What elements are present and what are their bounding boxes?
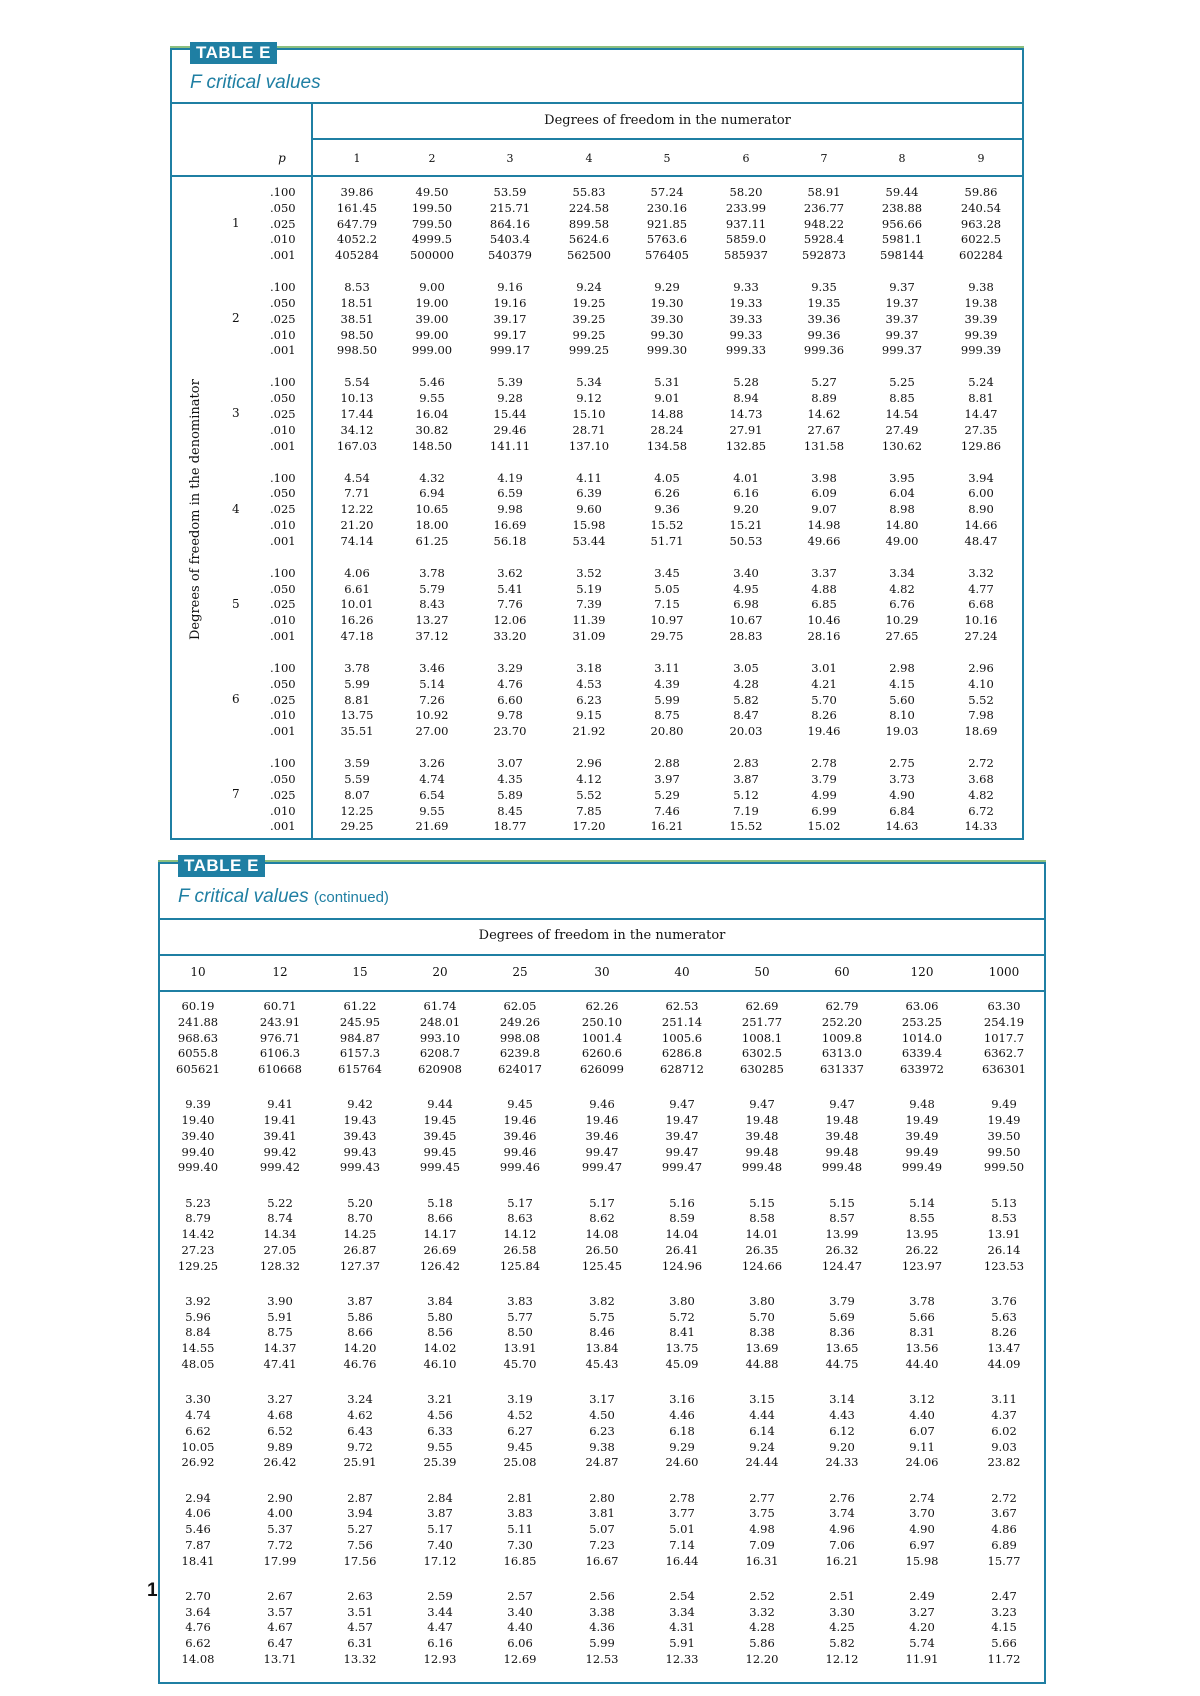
table2-cell-stack: 5.18 8.66 14.17 26.69 126.42 [419,1195,461,1273]
table2-cell-stack: 2.47 3.23 4.15 5.66 11.72 [987,1588,1021,1666]
table1-cell-stack: 5.27 8.89 14.62 27.67 131.58 [803,375,845,453]
table1-cell-stack: 59.86 240.54 963.28 6022.5 602284 [959,185,1003,263]
table2-cell-stack: 2.51 3.30 4.25 5.82 12.12 [825,1588,859,1666]
table2-cell-stack: 3.82 5.75 8.46 13.84 45.43 [585,1293,619,1372]
table2-cell-stack: 62.79 252.20 1009.8 6313.0 631337 [820,999,864,1077]
table1-cell-stack: 9.16 19.16 39.17 99.17 999.17 [489,280,531,358]
table1-cell-stack: 4.32 6.94 10.65 18.00 61.25 [415,470,449,548]
table1-cell-stack: 55.83 224.58 899.58 5624.6 562500 [567,185,611,263]
table1-cell-stack: 3.05 4.28 5.82 8.47 20.03 [729,661,763,739]
table2-rule-header [158,954,1046,956]
table1-cell-stack: 9.35 19.35 39.36 99.36 999.36 [803,280,845,358]
table1-cell-stack: 57.24 230.16 921.85 5763.6 576405 [645,185,689,263]
table1-cell-stack: 8.53 18.51 38.51 98.50 998.50 [336,280,378,358]
table1-col-header: 5 [663,152,671,165]
table2-subtitle-suffix: (continued) [313,889,389,906]
table2-cell-stack: 3.90 5.91 8.75 14.37 47.41 [263,1293,297,1372]
table1-col-header: 8 [898,152,906,165]
table1-badge: TABLE E [190,42,277,64]
table1-cell-stack: 4.19 6.59 9.98 16.69 56.18 [493,470,527,548]
table1-cell-stack: 3.52 5.19 7.39 11.39 31.09 [572,565,606,643]
table1-rule-colhead [170,175,1024,177]
table1-cell-stack: 3.37 4.88 6.85 10.46 28.16 [807,565,841,643]
table1-cell-stack: 4.01 6.16 9.20 15.21 50.53 [729,470,763,548]
table2-cell-stack: 2.77 3.75 4.98 7.09 16.31 [745,1490,779,1568]
table2-cell-stack: 2.74 3.70 4.90 6.97 15.98 [905,1490,939,1568]
table1-p-levels: .100 .050 .025 .010 .001 [270,375,296,453]
table2-col-header: 120 [910,965,934,979]
table1-cell-stack: 3.78 5.79 8.43 13.27 37.12 [415,565,449,643]
table2-cell-stack: 5.13 8.53 13.91 26.14 123.53 [983,1195,1025,1273]
table1-cell-stack: 3.78 5.99 8.81 13.75 35.51 [340,661,374,739]
table2-col-header: 20 [432,965,448,979]
table1-cell-stack: 3.29 4.76 6.60 9.78 23.70 [493,661,527,739]
table1-cell-stack: 2.75 3.73 4.90 6.84 14.63 [885,756,919,834]
table1-cell-stack: 2.96 4.12 5.52 7.85 17.20 [572,756,606,834]
table1-col-header: 2 [428,152,436,165]
table2-cell-stack: 3.80 5.70 8.38 13.69 44.88 [745,1293,779,1372]
table2-cell-stack: 5.15 8.57 13.99 26.32 124.47 [821,1195,863,1273]
table2-cell-stack: 2.63 3.51 4.57 6.31 13.32 [343,1588,377,1666]
table1-cell-stack: 3.34 4.82 6.76 10.29 27.65 [885,565,919,643]
table2-cell-stack: 2.72 3.67 4.86 6.89 15.77 [987,1490,1021,1568]
table2-cell-stack: 3.78 5.66 8.31 13.56 44.40 [905,1293,939,1372]
table1-cell-stack: 5.25 8.85 14.54 27.49 130.62 [881,375,923,453]
table1-subtitle: F critical values [190,72,321,93]
table2-col-header: 25 [512,965,528,979]
table2-cell-stack: 3.19 4.52 6.27 9.45 25.08 [503,1392,537,1470]
table1-cell-stack: 39.86 161.45 647.79 4052.2 405284 [335,185,379,263]
table1-cell-stack: 3.95 6.04 8.98 14.80 49.00 [885,470,919,548]
table1-p-levels: .100 .050 .025 .010 .001 [270,470,296,548]
table1-cell-stack: 5.34 9.12 15.10 28.71 137.10 [568,375,610,453]
table1-rule-left [311,102,313,840]
table1-cell-stack: 3.32 4.77 6.68 10.16 27.24 [964,565,998,643]
table1-rule-top [170,102,1024,104]
table1-cell-stack: 3.45 5.05 7.15 10.97 29.75 [650,565,684,643]
table2-cell-stack: 9.47 19.48 39.48 99.48 999.48 [821,1097,863,1175]
table2-cell-stack: 9.48 19.49 39.49 99.49 999.49 [901,1097,943,1175]
table1-p-levels: .100 .050 .025 .010 .001 [270,756,296,834]
table1-df-label: 5 [232,596,240,611]
table2-cell-stack: 3.15 4.44 6.14 9.24 24.44 [745,1392,779,1470]
table2-cell-stack: 2.52 3.32 4.28 5.86 12.20 [745,1588,779,1666]
table2-cell-stack: 3.83 5.77 8.50 13.91 45.70 [503,1293,537,1372]
table2-cell-stack: 5.17 8.63 14.12 26.58 125.84 [499,1195,541,1273]
table2-cell-stack: 5.16 8.59 14.04 26.41 124.96 [661,1195,703,1273]
table2-cell-stack: 3.87 5.86 8.66 14.20 46.76 [343,1293,377,1372]
table1-cell-stack: 3.98 6.09 9.07 14.98 49.66 [807,470,841,548]
table1-cell-stack: 9.00 19.00 39.00 99.00 999.00 [411,280,453,358]
table1-cell-stack: 3.01 4.21 5.70 8.26 19.46 [807,661,841,739]
table2-cell-stack: 2.54 3.34 4.31 5.91 12.33 [665,1588,699,1666]
table1-col-header: 7 [820,152,828,165]
table1-cell-stack: 9.33 19.33 39.33 99.33 999.33 [725,280,767,358]
table1-cell-stack: 5.28 8.94 14.73 27.91 132.85 [725,375,767,453]
table2-cell-stack: 63.06 253.25 1014.0 6339.4 633972 [900,999,944,1077]
table1-cell-stack: 5.54 10.13 17.44 34.12 167.03 [336,375,378,453]
table1-p-levels: .100 .050 .025 .010 .001 [270,565,296,643]
table1-cell-stack: 3.94 6.00 8.90 14.66 48.47 [964,470,998,548]
table1-cell-stack: 53.59 215.71 864.16 5403.4 540379 [488,185,532,263]
table1-p-header: p [278,151,286,165]
table1-df-label: 2 [232,311,240,326]
table1-cell-stack: 3.07 4.35 5.89 8.45 18.77 [493,756,527,834]
table2-cell-stack: 3.84 5.80 8.56 14.02 46.10 [423,1293,457,1372]
table2-cell-stack: 3.17 4.50 6.23 9.38 24.87 [585,1392,619,1470]
table2-cell-stack: 5.23 8.79 14.42 27.23 129.25 [177,1195,219,1273]
table1-p-levels: .100 .050 .025 .010 .001 [270,280,296,358]
table2-cell-stack: 5.17 8.62 14.08 26.50 125.45 [581,1195,623,1273]
table2-col-header: 30 [594,965,610,979]
table2-cell-stack: 2.67 3.57 4.67 6.47 13.71 [263,1588,297,1666]
table1-cell-stack: 3.46 5.14 7.26 10.92 27.00 [415,661,449,739]
table1-p-levels: .100 .050 .025 .010 .001 [270,185,296,263]
table2-cell-stack: 3.24 4.62 6.43 9.72 25.91 [343,1392,377,1470]
table2-cell-stack: 3.21 4.56 6.33 9.55 25.39 [423,1392,457,1470]
table2-cell-stack: 9.41 19.41 39.41 99.42 999.42 [259,1097,301,1175]
table1-cell-stack: 58.91 236.77 948.22 5928.4 592873 [802,185,846,263]
table2-cell-stack: 63.30 254.19 1017.7 6362.7 636301 [982,999,1026,1077]
table2-cell-stack: 62.05 249.26 998.08 6239.8 624017 [498,999,542,1077]
table2-cell-stack: 61.22 245.95 984.87 6157.3 615764 [338,999,382,1077]
table2-col-header: 60 [834,965,850,979]
table1-cell-stack: 2.96 4.10 5.52 7.98 18.69 [964,661,998,739]
table2-cell-stack: 9.45 19.46 39.46 99.46 999.46 [499,1097,541,1175]
table1-denominator-label: Degrees of freedom in the denominator [188,379,203,640]
table2-cell-stack: 61.74 248.01 993.10 6208.7 620908 [418,999,462,1077]
table2-cell-stack: 2.84 3.87 5.17 7.40 17.12 [423,1490,457,1568]
table2-cell-stack: 2.90 4.00 5.37 7.72 17.99 [263,1490,297,1568]
table2-cell-stack: 3.92 5.96 8.84 14.55 48.05 [181,1293,215,1372]
table2-cell-stack: 2.80 3.81 5.07 7.23 16.67 [585,1490,619,1568]
table2-cell-stack: 2.87 3.94 5.27 7.56 17.56 [343,1490,377,1568]
table1-numerator-header: Degrees of freedom in the numerator [544,113,791,128]
table2-cell-stack: 2.78 3.77 5.01 7.14 16.44 [665,1490,699,1568]
table2-cell-stack: 3.30 4.74 6.62 10.05 26.92 [181,1392,215,1470]
table1-cell-stack: 4.06 6.61 10.01 16.26 47.18 [340,565,374,643]
table2-cell-stack: 5.14 8.55 13.95 26.22 123.97 [901,1195,943,1273]
table1-cell-stack: 3.59 5.59 8.07 12.25 29.25 [340,756,374,834]
table1-cell-stack: 58.20 233.99 937.11 5859.0 585937 [724,185,768,263]
table2-cell-stack: 2.76 3.74 4.96 7.06 16.21 [825,1490,859,1568]
table1-col-header: 9 [977,152,985,165]
table2-cell-stack: 2.59 3.44 4.47 6.16 12.93 [423,1588,457,1666]
table2-cell-stack: 62.69 251.77 1008.1 6302.5 630285 [740,999,784,1077]
table2-cell-stack: 3.79 5.69 8.36 13.65 44.75 [825,1293,859,1372]
table2-rule-top [158,918,1046,920]
table1-col-header: 4 [585,152,593,165]
table2-subtitle [178,886,389,908]
table2-col-header: 12 [272,965,288,979]
table1-df-label: 7 [232,787,240,802]
table1-cell-stack: 59.44 238.88 956.66 5981.1 598144 [880,185,924,263]
table1-cell-stack: 4.05 6.26 9.36 15.52 51.71 [650,470,684,548]
table2-cell-stack: 2.70 3.64 4.76 6.62 14.08 [181,1588,215,1666]
table2-cell-stack: 2.81 3.83 5.11 7.30 16.85 [503,1490,537,1568]
table1-cell-stack: 3.18 4.53 6.23 9.15 21.92 [572,661,606,739]
table1-cell-stack: 4.11 6.39 9.60 15.98 53.44 [572,470,606,548]
table2-cell-stack: 3.76 5.63 8.26 13.47 44.09 [987,1293,1021,1372]
table1-cell-stack: 5.31 9.01 14.88 28.24 134.58 [646,375,688,453]
table2-col-header: 50 [754,965,770,979]
table2-cell-stack: 2.49 3.27 4.20 5.74 11.91 [905,1588,939,1666]
table2-cell-stack: 3.12 4.40 6.07 9.11 24.06 [905,1392,939,1470]
table2-cell-stack: 5.20 8.70 14.25 26.87 127.37 [339,1195,381,1273]
table1-cell-stack: 4.54 7.71 12.22 21.20 74.14 [340,470,374,548]
table1-cell-stack: 2.78 3.79 4.99 6.99 15.02 [807,756,841,834]
table2-cell-stack: 9.44 19.45 39.45 99.45 999.45 [419,1097,461,1175]
table2-cell-stack: 9.47 19.47 39.47 99.47 999.47 [661,1097,703,1175]
table2-cell-stack: 3.27 4.68 6.52 9.89 26.42 [263,1392,297,1470]
table1-cell-stack: 2.72 3.68 4.82 6.72 14.33 [964,756,998,834]
table2-cell-stack: 62.53 251.14 1005.6 6286.8 628712 [660,999,704,1077]
table1-cell-stack: 9.24 19.25 39.25 99.25 999.25 [568,280,610,358]
page-marker: 1 [147,1580,158,1601]
table2-cell-stack: 5.15 8.58 14.01 26.35 124.66 [741,1195,783,1273]
table1-cell-stack: 9.38 19.38 39.39 99.39 999.39 [960,280,1002,358]
table1-cell-stack: 3.11 4.39 5.99 8.75 20.80 [650,661,684,739]
table2-cell-stack: 9.47 19.48 39.48 99.48 999.48 [741,1097,783,1175]
table2-cell-stack: 2.94 4.06 5.46 7.87 18.41 [181,1490,215,1568]
table1-df-label: 3 [232,406,240,421]
table1-cell-stack: 5.24 8.81 14.47 27.35 129.86 [960,375,1002,453]
table1-rule-header [311,138,1024,140]
table1-cell-stack: 5.46 9.55 16.04 30.82 148.50 [411,375,453,453]
table1-col-header: 1 [353,152,361,165]
table2-cell-stack: 2.57 3.40 4.40 6.06 12.69 [503,1588,537,1666]
table2-cell-stack: 5.22 8.74 14.34 27.05 128.32 [259,1195,301,1273]
table2-col-header: 1000 [988,965,1020,979]
table2-col-header: 40 [674,965,690,979]
table1-p-levels: .100 .050 .025 .010 .001 [270,661,296,739]
table2-cell-stack: 2.56 3.38 4.36 5.99 12.53 [585,1588,619,1666]
table2-col-header: 10 [190,965,206,979]
table2-cell-stack: 3.14 4.43 6.12 9.20 24.33 [825,1392,859,1470]
table1-cell-stack: 9.29 19.30 39.30 99.30 999.30 [646,280,688,358]
table2-rule-colhead [158,990,1046,992]
table2-cell-stack: 3.11 4.37 6.02 9.03 23.82 [987,1392,1021,1470]
table2-badge: TABLE E [178,855,265,877]
table2-cell-stack: 3.80 5.72 8.41 13.75 45.09 [665,1293,699,1372]
table1-cell-stack: 2.98 4.15 5.60 8.10 19.03 [885,661,919,739]
table2-cell-stack: 62.26 250.10 1001.4 6260.6 626099 [580,999,624,1077]
table1-cell-stack: 3.26 4.74 6.54 9.55 21.69 [415,756,449,834]
table2-cell-stack: 9.39 19.40 39.40 99.40 999.40 [177,1097,219,1175]
table1-cell-stack: 9.37 19.37 39.37 99.37 999.37 [881,280,923,358]
table1-cell-stack: 3.40 4.95 6.98 10.67 28.83 [729,565,763,643]
table2-cell-stack: 60.71 243.91 976.71 6106.3 610668 [258,999,302,1077]
table2-cell-stack: 9.46 19.46 39.46 99.47 999.47 [581,1097,623,1175]
table2-numerator-header: Degrees of freedom in the numerator [478,928,726,943]
table1-df-label: 4 [232,501,240,516]
table2-col-header: 15 [352,965,368,979]
table1-df-label: 1 [232,216,240,230]
table1-col-header: 6 [742,152,750,165]
table1-cell-stack: 2.83 3.87 5.12 7.19 15.52 [729,756,763,834]
table1-col-header: 3 [506,152,514,165]
table1-cell-stack: 5.39 9.28 15.44 29.46 141.11 [489,375,531,453]
table1-df-label: 6 [232,692,240,706]
table2-cell-stack: 9.42 19.43 39.43 99.43 999.43 [339,1097,381,1175]
table1-cell-stack: 49.50 199.50 799.50 4999.5 500000 [410,185,454,263]
table1-cell-stack: 3.62 5.41 7.76 12.06 33.20 [493,565,527,643]
table2-cell-stack: 60.19 241.88 968.63 6055.8 605621 [176,999,220,1077]
table2-cell-stack: 3.16 4.46 6.18 9.29 24.60 [665,1392,699,1470]
table2-subtitle-text: F critical values [178,886,309,907]
table2-cell-stack: 9.49 19.49 39.50 99.50 999.50 [983,1097,1025,1175]
table1-cell-stack: 2.88 3.97 5.29 7.46 16.21 [650,756,684,834]
